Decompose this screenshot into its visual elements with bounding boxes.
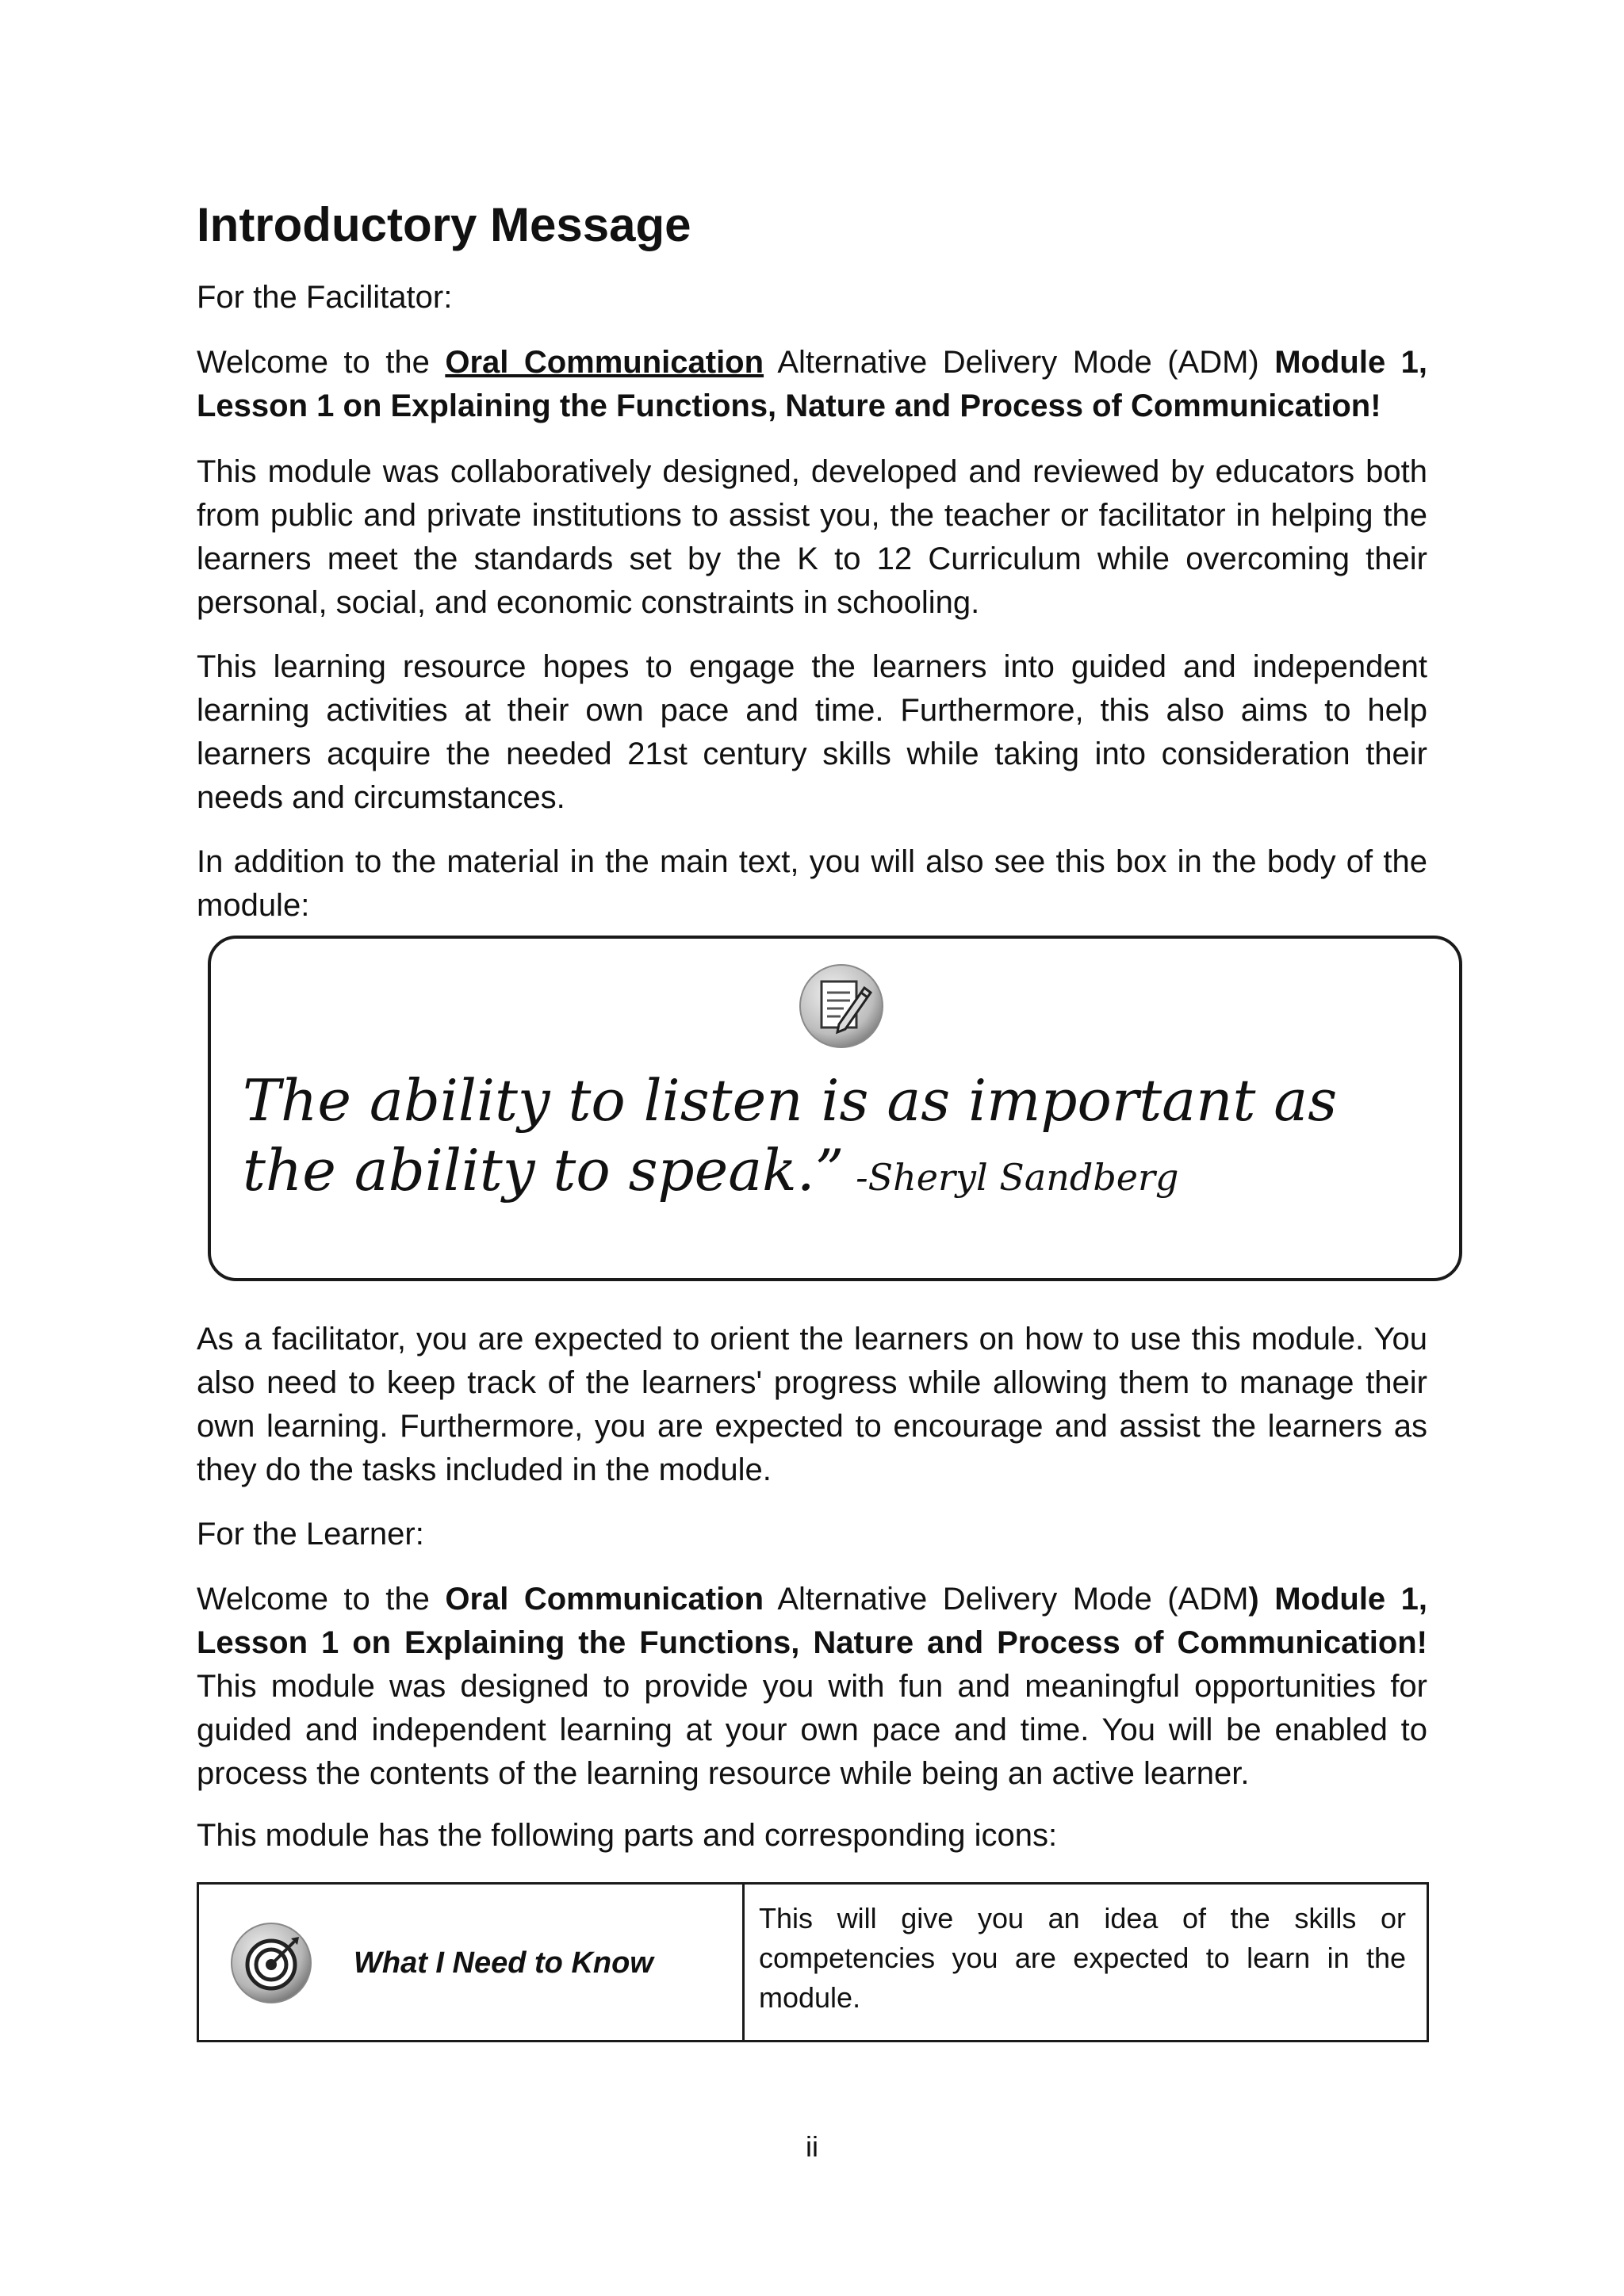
facilitator-paragraph-4: As a facilitator, you are expected to orient the learners on how to use this module. You also need to keep track of the learners' progress while allowing them to manage their own learning. Furthermore, you are expected to encourage and assist the learners as they do the tasks included in the module. [197, 1322, 1427, 1487]
facilitator-paragraph-1: This module was collaboratively designed, developed and reviewed by educators both from public and private institutions to assist you, the teacher or facilitator in helping the learners meet the standards set by the K to 12 Curriculum while overcoming their personal, social, and economic constraints in schooling. [197, 454, 1427, 620]
quote-box [208, 936, 1462, 1281]
parts-intro: This module has the following parts and corresponding icons: [197, 1818, 1058, 1853]
table-cell-part [199, 1885, 745, 2040]
quote [243, 1066, 1416, 1212]
welcome-prefix: Welcome to the [197, 1582, 446, 1617]
part-description: This will give you an idea of the skills or competencies you are expected to learn in the module. [759, 1902, 1406, 2014]
welcome-middle: Alternative Delivery Mode (ADM [764, 1582, 1249, 1617]
module-title: ) Module 1, Lesson 1 on Explaining the Functions, Nature and Process of Communication! [197, 1582, 1428, 1660]
table-cell-description [745, 1885, 1427, 2040]
course-name: Oral Communication [445, 345, 764, 380]
part-name: What I Need to Know [354, 1946, 653, 1980]
learner-welcome [197, 1578, 1427, 1796]
page-title: Introductory Message [197, 198, 691, 251]
facilitator-paragraph-3: In addition to the material in the main text, you will also see this box in the body of the module: [197, 844, 1427, 923]
quote-text: The ability to listen is as important as the ability to speak.” [243, 1067, 1338, 1203]
learner-label: For the Learner: [197, 1517, 424, 1552]
welcome-prefix: Welcome to the [197, 345, 446, 380]
welcome-rest: This module was designed to provide you with fun and meaningful opportunities for guided and independent learning at your own pace and time. You will be enabled to process the contents of the learning resource while being an active learner. [197, 1669, 1427, 1791]
page-number: ii [806, 2130, 818, 2163]
facilitator-paragraph-2: This learning resource hopes to engage the learners into guided and independent learning activities at their own pace and time. Furthermore, this also aims to help learners acquire the needed 21st century skills while taking into consideration their needs and circumstances. [197, 649, 1427, 815]
module-title: Module 1, Lesson 1 on Explaining the Functions, Nature and Process of Communication! [197, 345, 1428, 423]
notes-pencil-icon [798, 962, 885, 1050]
course-name: Oral Communication [445, 1582, 764, 1617]
welcome-middle: Alternative Delivery Mode (ADM) [764, 345, 1275, 380]
target-icon [229, 1921, 313, 2005]
quote-author: -Sheryl Sandberg [844, 1156, 1179, 1199]
facilitator-label: For the Facilitator: [197, 280, 453, 315]
parts-table [197, 1882, 1429, 2042]
facilitator-welcome [197, 341, 1427, 428]
